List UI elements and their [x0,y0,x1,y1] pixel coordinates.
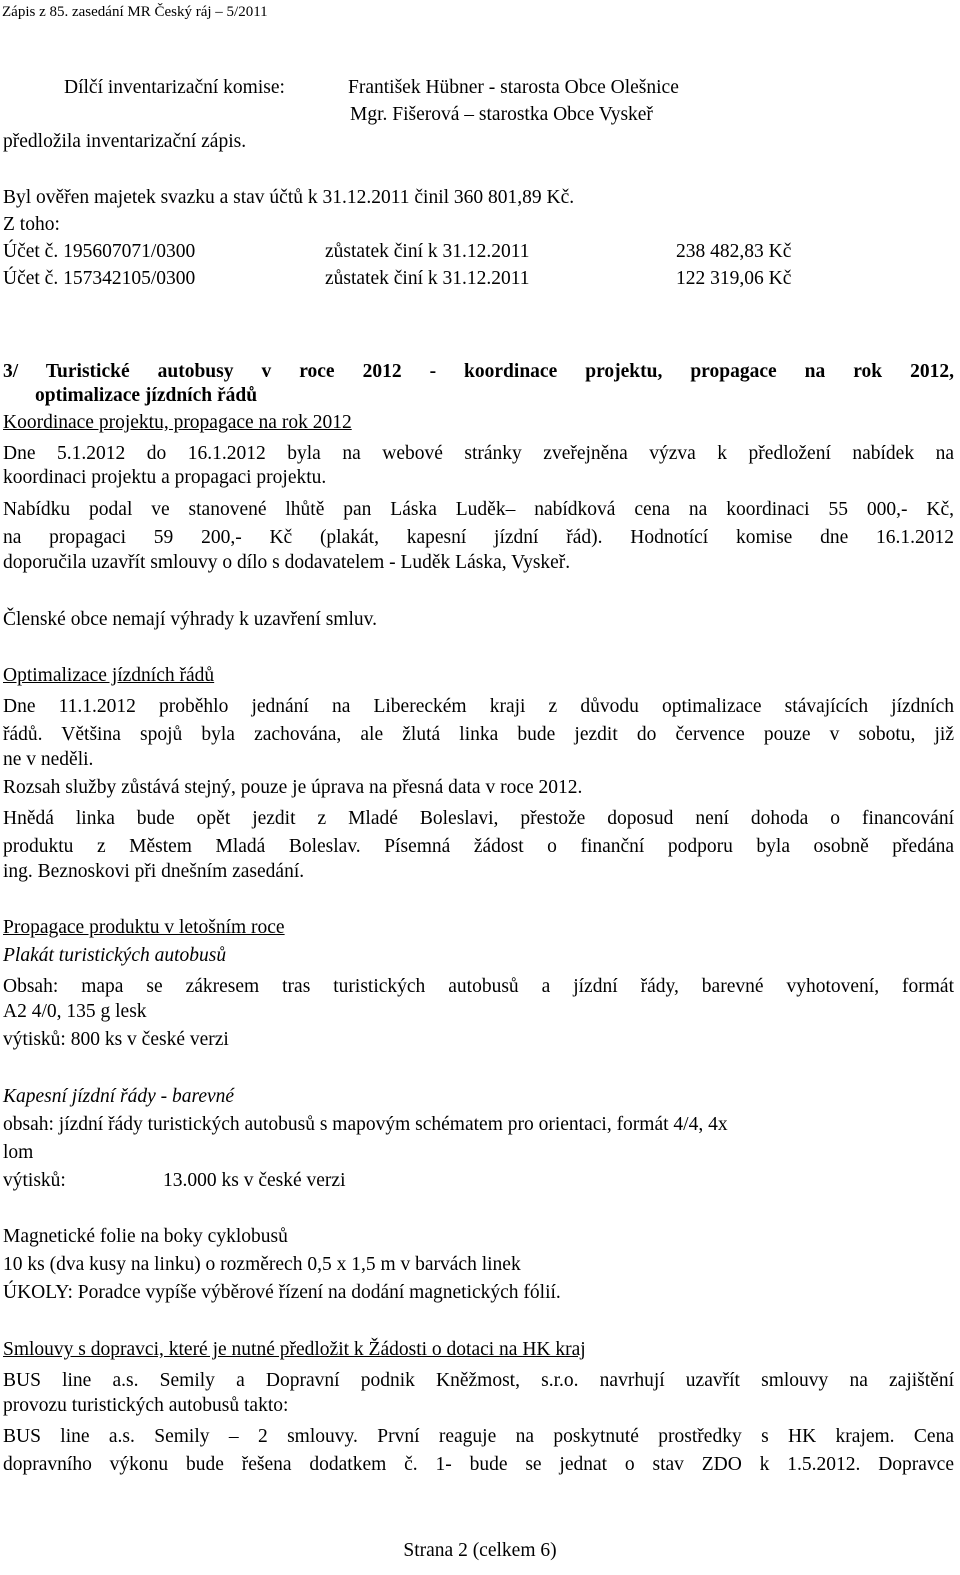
account-number: Účet č. 157342105/0300 [3,268,196,289]
of-which-label: Z toho: [3,214,60,235]
commission-submitted: předložila inventarizační zápis. [3,131,247,152]
paragraph-line: Členské obce nemají výhrady k uzavření smluv. [3,609,378,630]
paragraph-line: Dne 5.1.2012 do 16.1.2012 byla na webové stránky zveřejněna výzva k předložení nabídek na [3,443,954,464]
paragraph-line: lom [3,1142,34,1163]
account-amount: 238 482,83 Kč [676,241,792,262]
paragraph-line: Magnetické folie na boky cyklobusů [3,1226,288,1247]
subheading-poster: Plakát turistických autobusů [3,945,227,966]
account-amount: 122 319,06 Kč [676,268,792,289]
paragraph-line: koordinaci projektu a propagaci projektu. [3,467,327,488]
paragraph-line: řádů. Většina spojů byla zachována, ale žlutá linka bude jezdit do července pouze v sobotu, již [3,724,954,745]
commission-label: Dílčí inventarizační komise: [64,77,285,98]
paragraph-line: 10 ks (dva kusy na linku) o rozměrech 0,5 x 1,5 m v barvách linek [3,1254,521,1275]
page-header: Zápis z 85. zasedání MR Český ráj – 5/2011 [2,4,268,20]
subheading-promotion: Propagace produktu v letošním roce [3,917,285,938]
paragraph-line: dopravního výkonu bude řešena dodatkem č. 1- bude se jednat o stav ZDO k 1.5.2012. Dopravce [3,1454,954,1475]
paragraph-line: na propagaci 59 200,- Kč (plakát, kapesní jízdní řád). Hodnotící komise dne 16.1.2012 [3,527,954,548]
account-balance-desc: zůstatek činí k 31.12.2011 [325,241,530,262]
subheading-pocket-timetable: Kapesní jízdní řády - barevné [3,1086,235,1107]
paragraph-line: Obsah: mapa se zákresem tras turistických autobusů a jízdní řády, barevné vyhotovení, formát [3,976,954,997]
paragraph-line: A2 4/0, 135 g lesk [3,1001,147,1022]
commission-member-1: František Hübner - starosta Obce Olešnice [348,77,679,98]
section-heading-cont: optimalizace jízdních řádů [35,385,258,406]
paragraph-line: BUS line a.s. Semily a Dopravní podnik Kněžmost, s.r.o. navrhují uzavřít smlouvy na zajištění [3,1370,954,1391]
page-footer: Strana 2 (celkem 6) [403,1540,557,1561]
paragraph-line: provozu turistických autobusů takto: [3,1395,289,1416]
paragraph-line: ÚKOLY: Poradce vypíše výběrové řízení na dodání magnetických fólií. [3,1282,561,1303]
paragraph-line: BUS line a.s. Semily – 2 smlouvy. První reaguje na poskytnuté prostředky s HK krajem. Cena [3,1426,954,1447]
paragraph-line: ing. Beznoskovi při dnešním zasedání. [3,861,305,882]
subheading-optimization: Optimalizace jízdních řádů [3,665,215,686]
subheading-contracts: Smlouvy s dopravci, které je nutné předložit k Žádosti o dotaci na HK kraj [3,1339,586,1360]
paragraph-line: Hnědá linka bude opět jezdit z Mladé Boleslavi, přestože doposud není dohoda o financování [3,808,954,829]
print-run-label: výtisků: [3,1170,66,1191]
paragraph-line: Rozsah služby zůstává stejný, pouze je úprava na přesná data v roce 2012. [3,777,583,798]
paragraph-line: Dne 11.1.2012 proběhlo jednání na Libereckém kraji z důvodu optimalizace stávajících jízdních [3,696,954,717]
paragraph-line: Nabídku podal ve stanovené lhůtě pan Láska Luděk– nabídková cena na koordinaci 55 000,- Kč, [3,499,954,520]
section-heading: 3/ Turistické autobusy v roce 2012 - koordinace projektu, propagace na rok 2012, [3,361,954,382]
paragraph-line: ne v neděli. [3,749,94,770]
paragraph-line: obsah: jízdní řády turistických autobusů s mapovým schématem pro orientaci, formát 4/4, 4x [3,1114,728,1135]
print-run-value: 13.000 ks v české verzi [163,1170,346,1191]
paragraph-line: výtisků: 800 ks v české verzi [3,1029,229,1050]
paragraph-line: produktu z Městem Mladá Boleslav. Písemná žádost o finanční podporu byla osobně předána [3,836,954,857]
commission-member-2: Mgr. Fišerová – starostka Obce Vyskeř [350,104,653,125]
account-number: Účet č. 195607071/0300 [3,241,196,262]
account-balance-desc: zůstatek činí k 31.12.2011 [325,268,530,289]
paragraph-line: doporučila uzavřít smlouvy o dílo s dodavatelem - Luděk Láska, Vyskeř. [3,552,571,573]
subheading-coordination: Koordinace projektu, propagace na rok 2012 [3,412,352,433]
verification-text: Byl ověřen majetek svazku a stav účtů k 31.12.2011 činil 360 801,89 Kč. [3,187,575,208]
